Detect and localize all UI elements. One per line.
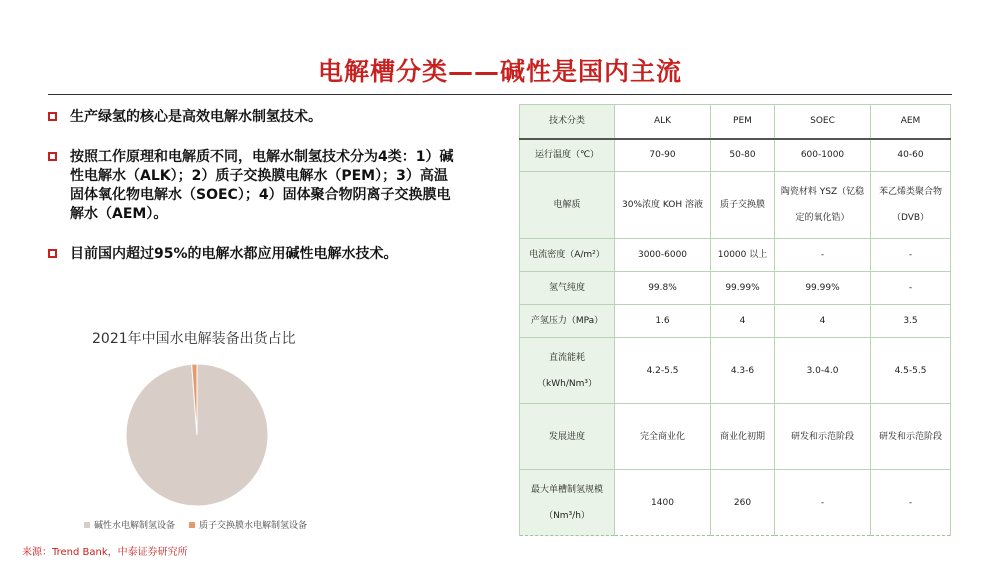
legend-item	[84, 518, 175, 531]
table-cell: 质子交换膜	[711, 172, 775, 239]
legend-swatch	[189, 522, 195, 528]
table-cell: 1.6	[615, 305, 711, 338]
table-cell: 4	[775, 305, 871, 338]
bullet-text: 生产绿氢的核心是高效电解水制氢技术。	[70, 109, 322, 125]
table-cell: 3.5	[871, 305, 951, 338]
table-cell: 99.99%	[711, 272, 775, 305]
table-header-cell: SOEC	[775, 105, 871, 139]
table-cell: -	[775, 470, 871, 536]
legend-swatch	[84, 522, 90, 528]
table-header-cell: 技术分类	[520, 105, 615, 139]
table-row	[520, 139, 951, 172]
row-label-cell: 氢气纯度	[520, 272, 615, 305]
row-label-cell: 最大单槽制氢规模（Nm³/h）	[520, 470, 615, 536]
legend-label: 碱性水电解制氢设备	[94, 521, 176, 531]
table-cell: 4	[711, 305, 775, 338]
table-cell: 研发和示范阶段	[775, 404, 871, 470]
electrolyzer-comparison-table	[519, 104, 951, 536]
table-cell: 1400	[615, 470, 711, 536]
table-row	[520, 272, 951, 305]
table-header-cell: PEM	[711, 105, 775, 139]
table-header-cell: ALK	[615, 105, 711, 139]
table-cell: 600-1000	[775, 139, 871, 172]
title-divider	[48, 94, 952, 95]
table-cell: 50-80	[711, 139, 775, 172]
table-row	[520, 305, 951, 338]
legend-item	[189, 518, 307, 531]
table-cell: 99.99%	[775, 272, 871, 305]
chart-title: 2021年中国水电解装备出货占比	[92, 331, 296, 347]
source-note: 来源：Trend Bank，中泰证券研究所	[22, 547, 188, 558]
table-cell: 商业化初期	[711, 404, 775, 470]
bullet-item	[48, 245, 458, 264]
table-cell: 苯乙烯类聚合物（DVB）	[871, 172, 951, 239]
legend-label: 质子交换膜水电解制氢设备	[199, 521, 308, 531]
table-cell: 陶瓷材料 YSZ（钇稳定的氧化锆）	[775, 172, 871, 239]
table-cell: 研发和示范阶段	[871, 404, 951, 470]
table-cell: -	[871, 470, 951, 536]
table-row	[520, 404, 951, 470]
bullet-list	[48, 108, 458, 285]
row-label-cell: 产氢压力（MPa）	[520, 305, 615, 338]
table-cell: -	[775, 239, 871, 272]
table-cell: 4.5-5.5	[871, 338, 951, 404]
table-header-cell: AEM	[871, 105, 951, 139]
pie-chart	[124, 362, 270, 508]
table-cell: 10000 以上	[711, 239, 775, 272]
row-label-cell: 直流能耗（kWh/Nm³）	[520, 338, 615, 404]
bullet-item	[48, 108, 458, 127]
table-row	[520, 172, 951, 239]
page-title: 电解槽分类——碱性是国内主流	[317, 57, 682, 86]
table-cell: -	[871, 239, 951, 272]
row-label-cell: 电流密度（A/m²）	[520, 239, 615, 272]
bullet-item	[48, 148, 458, 224]
chart-legend	[84, 518, 307, 531]
table-cell: 70-90	[615, 139, 711, 172]
table-cell: 40-60	[871, 139, 951, 172]
table-cell: 4.3-6	[711, 338, 775, 404]
row-label-cell: 发展进度	[520, 404, 615, 470]
table-cell: 99.8%	[615, 272, 711, 305]
table-cell: 30%浓度 KOH 溶液	[615, 172, 711, 239]
table-cell: -	[871, 272, 951, 305]
row-label-cell: 电解质	[520, 172, 615, 239]
table-cell: 4.2-5.5	[615, 338, 711, 404]
table-row	[520, 239, 951, 272]
row-label-cell: 运行温度（℃）	[520, 139, 615, 172]
table-cell: 260	[711, 470, 775, 536]
table-cell: 3000-6000	[615, 239, 711, 272]
table-cell: 完全商业化	[615, 404, 711, 470]
table-row	[520, 338, 951, 404]
square-bullet-icon	[48, 152, 57, 161]
square-bullet-icon	[48, 249, 57, 258]
table-row	[520, 470, 951, 536]
square-bullet-icon	[48, 112, 57, 121]
bullet-text: 目前国内超过95%的电解水都应用碱性电解水技术。	[70, 246, 398, 262]
table-header-row	[520, 105, 951, 139]
bullet-text: 按照工作原理和电解质不同，电解水制氢技术分为4类：1）碱性电解水（ALK）；2）质子交换膜电解水（PEM）；3）高温固体氧化物电解水（SOEC）；4）固体聚合物阴离子交换膜电解水（AEM）。	[70, 149, 454, 222]
table-cell: 3.0-4.0	[775, 338, 871, 404]
